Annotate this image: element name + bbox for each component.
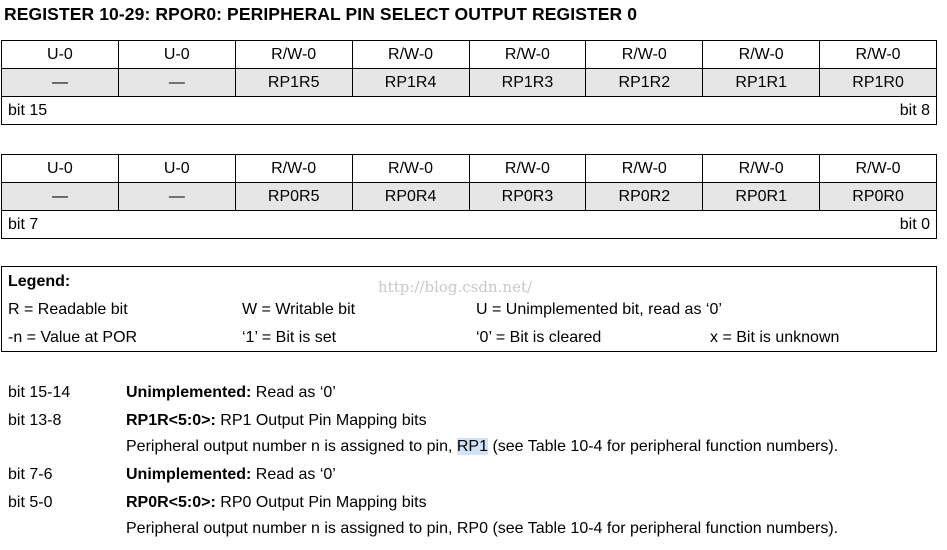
bit-description-continuation	[0, 438, 947, 462]
watermark-text: http://blog.csdn.net/	[378, 278, 533, 296]
bit-name-cell: RP1R3	[469, 69, 586, 97]
bit-description	[0, 412, 947, 436]
bit-name-cell: —	[118, 69, 235, 97]
bit-description-field: RP1R<5:0>:	[126, 412, 216, 429]
bit-description-detail: Read as ‘0’	[251, 466, 336, 483]
legend-writable: W = Writable bit	[242, 301, 356, 318]
bit-name-cell: RP1R2	[586, 69, 703, 97]
legend-bit-set: ‘1’ = Bit is set	[242, 329, 337, 346]
register-title: REGISTER 10-29: RPOR0: PERIPHERAL PIN SELECT OUTPUT REGISTER 0	[4, 4, 638, 24]
bit-description-note	[126, 438, 838, 456]
bit-range-cell	[2, 97, 937, 125]
access-cell: R/W-0	[820, 41, 937, 69]
bit-description	[0, 494, 947, 518]
bit-description-range: bit 7-6	[8, 466, 53, 483]
bit-name-cell: RP1R1	[703, 69, 820, 97]
bit-name-cell: —	[2, 183, 119, 211]
access-cell: R/W-0	[352, 41, 469, 69]
bit-name-cell: RP0R0	[820, 183, 937, 211]
bit-description-range: bit 13-8	[8, 412, 62, 429]
bit-name-cell: RP0R4	[352, 183, 469, 211]
bit-name-cell: RP0R5	[235, 183, 352, 211]
access-cell: R/W-0	[352, 155, 469, 183]
bit-description-range: bit 15-14	[8, 384, 71, 401]
note-text-post: (see Table 10-4 for peripheral function numbers).	[488, 438, 839, 455]
bit-description-field: Unimplemented:	[126, 466, 252, 483]
bit-description-detail: Read as ‘0’	[251, 384, 336, 401]
bit-name-cell: RP0R2	[586, 183, 703, 211]
bit-name-row	[2, 69, 937, 97]
bit-name-cell: —	[2, 69, 119, 97]
register-table-high-byte	[1, 40, 937, 125]
bit-description	[0, 466, 947, 490]
legend-unimplemented: U = Unimplemented bit, read as ‘0’	[476, 301, 722, 318]
bit-description-note: Peripheral output number n is assigned to pin, RP0 (see Table 10-4 for peripheral function numbers).	[126, 520, 839, 537]
access-cell: R/W-0	[235, 155, 352, 183]
access-cell: R/W-0	[703, 41, 820, 69]
access-cell: U-0	[118, 41, 235, 69]
bit-description-field: Unimplemented:	[126, 384, 252, 401]
bit-description-text	[126, 412, 427, 430]
bit-name-cell: RP0R1	[703, 183, 820, 211]
access-cell: R/W-0	[469, 41, 586, 69]
bit-range-left: bit 15	[8, 101, 48, 119]
bit-name-cell: RP0R3	[469, 183, 586, 211]
access-cell: R/W-0	[586, 155, 703, 183]
register-table-low-byte	[1, 154, 937, 239]
access-cell: R/W-0	[820, 155, 937, 183]
bit-name-cell: RP1R0	[820, 69, 937, 97]
access-row	[2, 41, 937, 69]
bit-description-text	[126, 384, 336, 402]
bit-description-text	[126, 494, 427, 512]
note-text-pre: Peripheral output number n is assigned to pin,	[126, 438, 457, 455]
access-cell: U-0	[2, 41, 119, 69]
highlighted-pin-name: RP1	[456, 438, 488, 455]
bit-range-right: bit 8	[899, 101, 930, 119]
bit-range-row	[2, 97, 937, 125]
bit-name-cell: RP1R4	[352, 69, 469, 97]
access-cell: R/W-0	[235, 41, 352, 69]
bit-range-left: bit 7	[8, 215, 39, 233]
bit-description-text	[126, 466, 336, 484]
bit-description-range: bit 5-0	[8, 494, 53, 511]
legend-title: Legend:	[8, 273, 71, 290]
legend-bit-cleared: ‘0’ = Bit is cleared	[476, 329, 602, 346]
bit-description	[0, 384, 947, 408]
access-cell: U-0	[2, 155, 119, 183]
legend-por-value: -n = Value at POR	[8, 329, 138, 346]
legend-readable: R = Readable bit	[8, 301, 128, 318]
bit-range-right: bit 0	[899, 215, 930, 233]
bit-name-row	[2, 183, 937, 211]
access-row	[2, 155, 937, 183]
bit-description-field: RP0R<5:0>:	[126, 494, 216, 511]
bit-description-continuation	[0, 520, 947, 544]
bit-description-detail: RP1 Output Pin Mapping bits	[215, 412, 427, 429]
bit-description-detail: RP0 Output Pin Mapping bits	[215, 494, 427, 511]
access-cell: U-0	[118, 155, 235, 183]
legend-bit-unknown: x = Bit is unknown	[710, 329, 840, 346]
bit-range-row	[2, 211, 937, 239]
bit-name-cell: —	[118, 183, 235, 211]
access-cell: R/W-0	[469, 155, 586, 183]
access-cell: R/W-0	[586, 41, 703, 69]
access-cell: R/W-0	[703, 155, 820, 183]
bit-range-cell	[2, 211, 937, 239]
bit-name-cell: RP1R5	[235, 69, 352, 97]
